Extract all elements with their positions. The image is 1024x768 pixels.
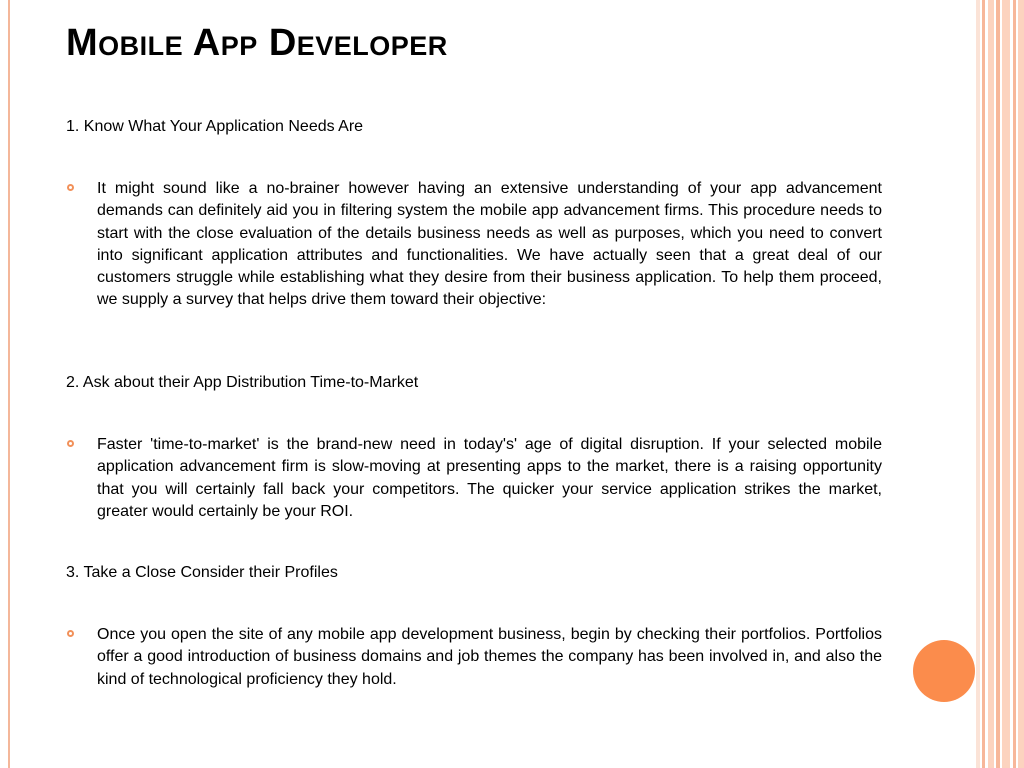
- slide-title: Mobile App Developer: [66, 22, 448, 64]
- bullet-item-3: [66, 624, 882, 691]
- bullet-text-2: Faster 'time-to-market' is the brand-new need in today's' age of digital disruption. If your selected mobile application advancement firm is slow-moving at presenting apps to the market, there is a raising opportunity that you will certainly fall back your competitors. The quicker your service application strikes the market, greater would certainly be your ROI.: [97, 436, 882, 520]
- section-heading-1: 1. Know What Your Application Needs Are: [66, 118, 364, 135]
- decorative-circle: [913, 640, 975, 702]
- section-heading-3: 3. Take a Close Consider their Profiles: [66, 564, 338, 581]
- bullet-item-1: [66, 178, 882, 312]
- section-heading-2: 2. Ask about their App Distribution Time-to-Market: [66, 374, 419, 391]
- right-border-stripes: [976, 0, 1024, 768]
- left-border-line: [8, 0, 10, 768]
- bullet-circle-icon: [67, 630, 74, 637]
- bullet-circle-icon: [67, 184, 74, 191]
- bullet-text-3: Once you open the site of any mobile app development business, begin by checking their portfolios. Portfolios offer a good introduction of business domains and job themes the company has been involved in, and also the kind of technological proficiency they hold.: [97, 626, 882, 688]
- bullet-text-1: It might sound like a no-brainer however having an extensive understanding of your app advancement demands can definitely aid you in filtering system the mobile app advancement firms. This procedure needs to start with the close evaluation of the details business needs as well as purposes, which you need to convert into significant application attributes and functionalities. We have actually seen that a great deal of our customers struggle while establishing what they desire from their business application. To help them proceed, we supply a survey that helps drive them toward their objective:: [97, 180, 882, 309]
- bullet-circle-icon: [67, 440, 74, 447]
- bullet-item-2: [66, 434, 882, 523]
